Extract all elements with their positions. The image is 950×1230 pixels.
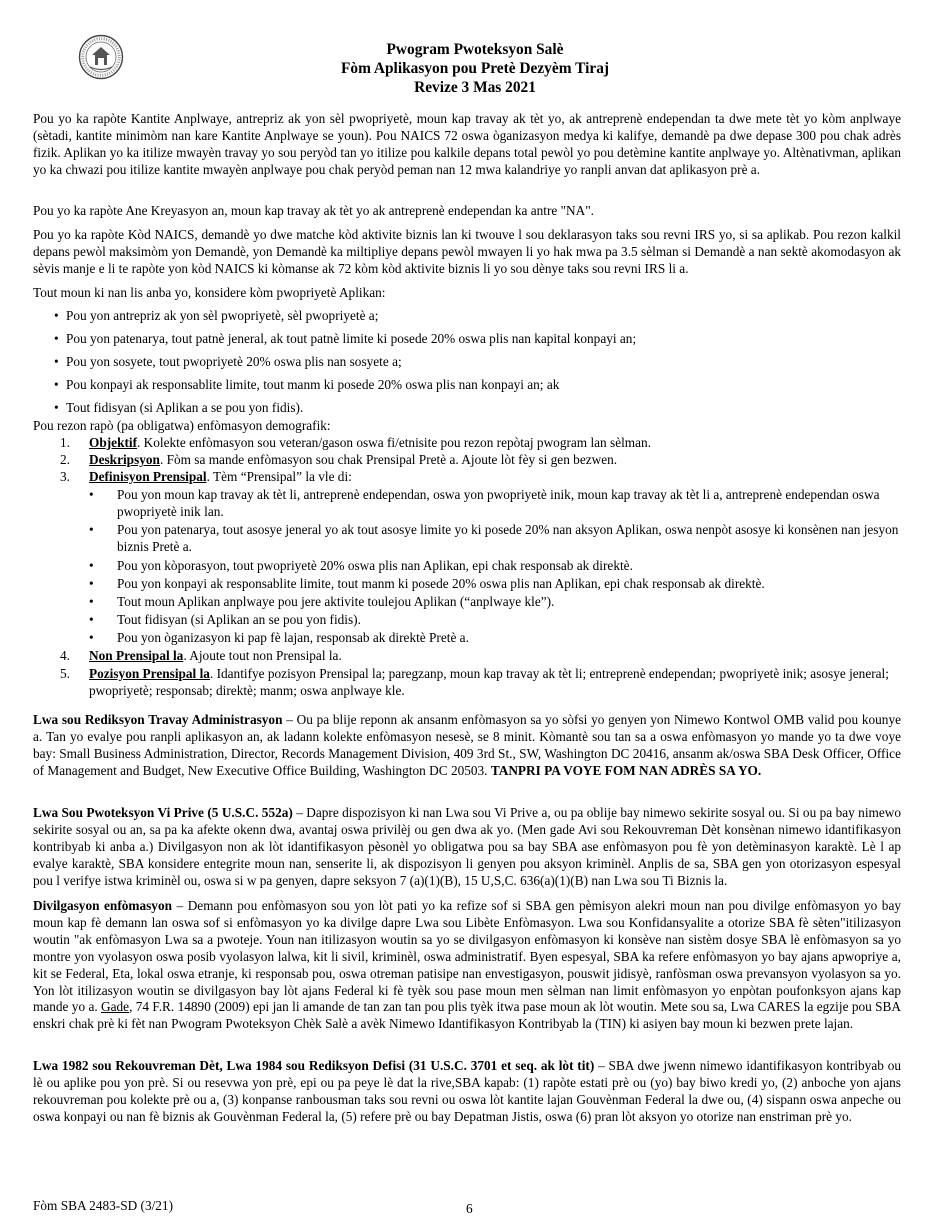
list-item: • Pou konpayi ak responsablite limite, tout manm ki posede 20% oswa plis nan konpayi an; ak [54,377,560,392]
form-subtitle: Fòm Aplikasyon pou Pretè Dezyèm Tiraj [340,60,610,77]
page-title: Pwogram Pwoteksyon Salè [386,41,564,58]
form-id: Fòm SBA 2483-SD (3/21) [33,1198,174,1213]
year-of-establishment-paragraph: Pou yo ka rapòte Ane Kreyasyon an, moun kap travay ak tèt yo ak antreprenè endependan ka antre "NA". [33,203,595,218]
owners-intro: Tout moun ki nan lis anba yo, konsidere kòm pwopriyetè Aplikan: [33,285,386,300]
debt-collection-section: Lwa 1982 sou Rekouvreman Dèt, Lwa 1984 sou Rediksyon Defisi (31 U.S.C. 3701 et seq. ak lòt tit) – SBA dwe jwenn nimewo idantifikasyon kontribyab ou lè ou aplike pou yon prè. Si ou resevwa yon prè, epi ou pa peye lè dat la rive,SBA kapab: (1) rapòte estati prè ou (yo) bay biwo kredi yo, (2) anboche yon ajans rekouvreman pou kolekte prè ou a, (3) konpanse ranbousman taks sou revni ou oswa lòt kantite lajan Gouvènman Federal la dwe ou, (4) sispann oswa anpeche ou oswa konpayi ou nan fè biznis ak Gouvènman Federal la, (5) refere prè ou bay Depatman Jistis, oswa (6) pran lòt aksyon yo otorize nan enstriman prè yo. [33,1058,901,1124]
paperwork-reduction-section: Lwa sou Rediksyon Travay Administrasyon – Ou pa blije reponn ak ansanm enfòmasyon sa yo sòfsi yo genyen yon Nimewo Kontwol OMB valid pou kounye a. Tan yo evalye pou ranpli aplikasyon an, ak ladann kolekte enfòmasyon nesesè, se 8 minit. Kòmantè sou tan sa a oswa enfòmasyon yo mande yo ta dwe voye bay: Small Business Administration, Director, Records Management Division, 409 3rd St., SW, Washington DC 20416, ansanm ak/oswa SBA Desk Officer, Office of Management and Budget, New Executive Office Building, Washington DC 20503. TANPRI PA VOYE FOM NAN ADRÈS SA YO. [33,712,901,778]
list-item: • Pou yon patenarya, tout patnè jeneral, ak tout patnè limite ki posede 20% oswa plis nan kapital konpayi an; [54,331,637,346]
gade-reference: Gade [101,999,130,1015]
demographic-intro: Pou rezon rapò (pa obligatwa) enfòmasyon demografik: [33,418,331,433]
disclosure-section: Divilgasyon enfòmasyon – Demann pou enfòmasyon sou yon lòt pati yo ka refize sof si SBA gen pèmisyon alekri moun nan pou divilge enfòmasyon yo bay moun kap fè demann lan oswa sof si enfòmasyon yo ka divilge dapre Lwa sou Libète Enfòmasyon. Lwa sou Konfidansyalite a otorize SBA fè sèten"itilizasyon woutin "ak enfòmasyon Lwa sa a pwoteje. Youn nan itilizasyon woutin sa yo se divilgasyon enfòmasyon ki konsève nan sistèm dosye SBA lè enfòmasyon sa yo montre yon vyolasyon oswa posib vyolasyon lalwa, kit li sivil, kriminèl, oswa administratif. Byen espesyal, SBA ka refere enfòmasyon yo bay ajans apwopriye a, kit se Federal, Eta, lokal oswa etranje, ki responsab pou, oswa otreman patisipe nan envestigasyon, pouswit jidisyè, ranfòsman oswa prevansyon vyolasyon sa yo. Yon lòt itilizasyon woutin se divilgasyon bay lòt ajans Federal ki fè tyèk sou pase moun men sèlman nan limit enfòmasyon yo enpòtan poufonksyon ajans kap mande yo a. Gade, 74 F.R. 14890 (2009) epi jan li amande de tan zan tan pou plis tyèk itwa pase moun ak lòt woutin. Mete sou sa, Lwa CARES la egzije pou SBA enskri chak prè ki fèt nan Pwogram Pwoteksyon Chèk Salè a avèk Nimewo Idantifikasyon Kontribyab la (TIN) ki asiyen bay moun ki bezwen prete lajan. [33,898,901,1032]
list-item: • Pou yon sosyete, tout pwopriyetè 20% oswa plis nan sosyete a; [54,354,402,369]
list-item: • Pou yon antrepriz ak yon sèl pwopriyetè, sèl pwopriyetè a; [54,308,379,323]
revision-date: Revize 3 Mas 2021 [414,79,536,96]
privacy-act-section: Lwa Sou Pwoteksyon Vi Prive (5 U.S.C. 552a) – Dapre dispozisyon ki nan Lwa sou Vi Prive a, ou pa oblije bay nimewo sekirite sosyal ou. Si ou pa bay nimewo sekirite sosyal ou an, sa pa ka afekte okenn dwa, avantaj oswa privilèj ou gen dwa ak yo. (Men gade Avi sou Rekouvreman Dèt konsènan nimewo idantifikasyon kontribyab ki anba a.) Divilgasyon non ak lòt idantifikasyon pèsonèl yo obligatwa pou sa bay SBA ase enfòmasyon pou fè yon detèminasyon karaktè. Lè l ap evalye karaktè, SBA konsidere entegrite moun nan, senserite li, ak dispozisyon li genyen pou aksyon kriminèl. Anplis de sa, SBA gen yon otorizasyon espesyal pou l verifye istwa kriminèl ou, oswa si w pa genyen, dapre seksyon 7 (a)(1)(B), 15 U,S,C. 636(a)(1)(B) nan Lwa sou Ti Biznis la. [33,805,902,888]
list-item: • Tout fidisyan (si Aplikan a se pou yon fidis). [54,400,304,415]
naics-code-paragraph: Pou yo ka rapòte Kòd NAICS, demandè yo dwe matche kòd aktivite biznis lan ki twouve l sou deklarasyon taks sou revni IRS yo, si sa aplikab. Pou rezon kalkil depans pewòl maksimòm yon Demandè, yon Demandè ka miltipliye depans pewòl mwayen li yo hak mwa pa 3.5 sèlman si Demandè a nan sektè akomodasyon ak sèvis manje e li te rapòte yon kòd NAICS ki kòmanse ak 72 kòm kòd aktivite biznis li yo sou dènye taks sou revni IRS li a. [33,227,901,276]
employee-count-paragraph: Pou yo ka rapòte Kantite Anplwaye, antrepriz ak yon sèl pwopriyetè, moun kap travay ak tèt yo, ak antreprenè endependan ta dwe mete tèt yo kòm anplwaye (sètadi, kantite minimòm nan kare Kantite Anplwaye se youn). Pou NAICS 72 oswa òganizasyon medya ki kalifye, demandè pa dwe depase 300 pou chak adrès fizik. Aplikan yo ka itilize mwayèn travay yo sou peryòd tan yo itilize pou kalkile depans total pewòl yo pou detèmine kantite anplwaye yo. Altènativman, aplikan yo ka chwazi pou itilize kantite mwayèn anplwaye pou chak peryòd peman nan 12 mwa kalandriye yo ranpli anvan dat aplikasyon prè a. [33,111,901,177]
page-number: 6 [466,1201,473,1216]
